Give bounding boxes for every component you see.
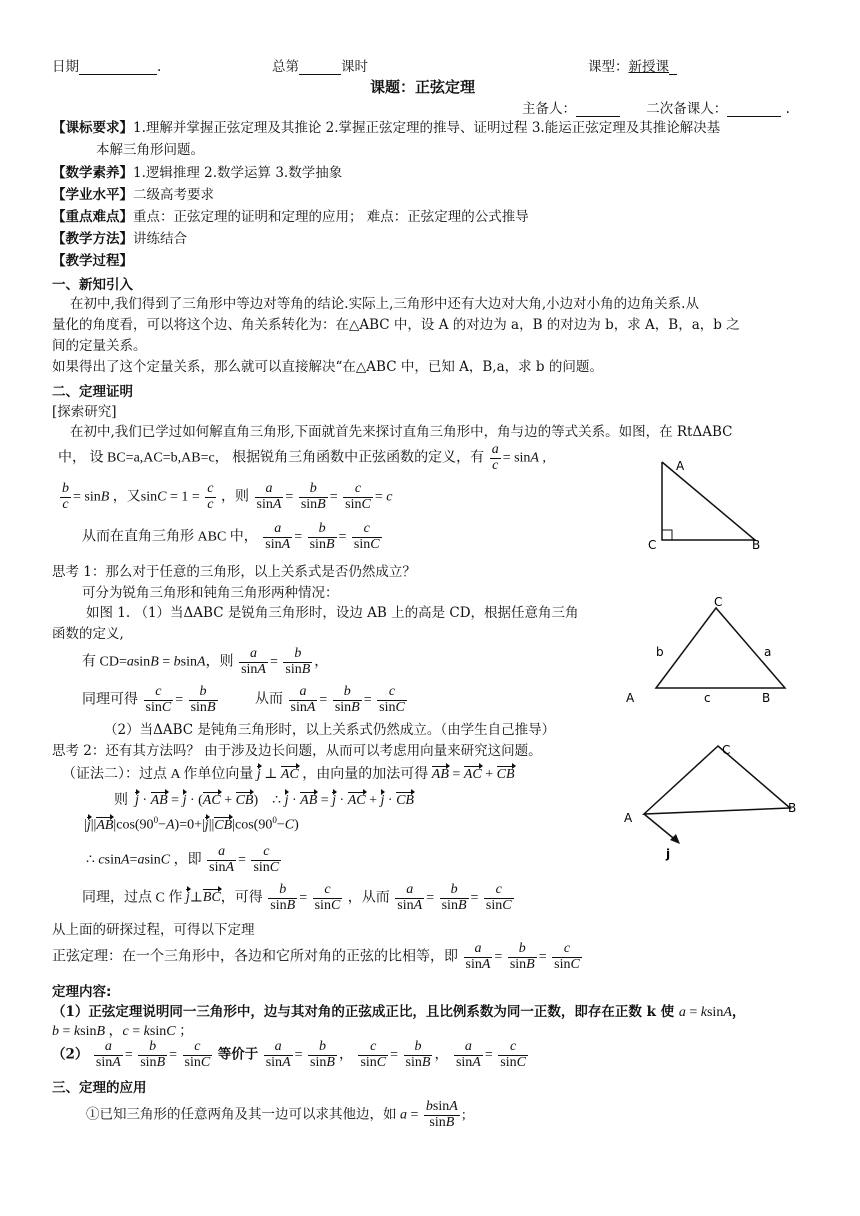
label-a: a	[764, 645, 772, 659]
date-field	[52, 55, 161, 75]
curriculum-text-2: 本解三角形问题。	[96, 142, 204, 158]
label-j: j	[666, 847, 671, 861]
academic-level: 【学业水平】二级高考要求	[52, 187, 214, 203]
date-label: 日期	[52, 59, 79, 75]
type-label: 课型：	[588, 59, 629, 75]
curriculum-text: 1.理解并掌握正弦定理及其推论 2.掌握正弦定理的推导、证明过程 3.能运正弦定理及其推论解决基	[133, 120, 721, 136]
content-item-2: （2） $\frac{a}{\sin A}$ = $\frac{b}{\sin B}$ = $\frac{c}{\sin C}$ 等价于 $\frac{a}{\sin A}$ = $\frac{b}{\sin B}$ ， $\frac{c}{\sin C}$ = $\frac{b}{\sin B}$ ， $\frac{a}{\sin A}$ = $\frac{c}{\sin C}$	[52, 1039, 526, 1070]
similar-relation: 同理可得 $\frac{c}{\sin C}$ = $\frac{b}{\sin B}$ 从而 $\frac{a}{\sin A}$ = $\frac{b}{\sin B}$ = $\frac{c}{\sin C}$	[82, 684, 405, 715]
total-label: 总第	[272, 59, 299, 75]
curriculum-requirements	[52, 117, 812, 161]
def-line: 中， 设 BC=a,AC=b,AB=c， 根据锐角三角函数中正弦函数的定义，有 $\frac{a}{c}$ = sinA ,	[58, 442, 546, 473]
label-A: A	[624, 811, 633, 825]
right-angle-mark	[662, 530, 672, 540]
content-item-1: （1）正弦定理说明同一三角形中，边与其对角的正弦成正比，且比例系数为同一正数，即存在正数 k 使 a = ksinA，	[52, 1004, 746, 1020]
vector-result: ∴ csinA=asinC ，即 $\frac{a}{\sin A}$ = $\frac{c}{\sin C}$	[86, 844, 280, 875]
teaching-method: 【教学方法】讲练结合	[52, 231, 187, 247]
second-preparer-blank[interactable]	[727, 100, 781, 117]
page-title: 课题：正弦定理	[370, 78, 476, 96]
type-value: 新授课	[628, 59, 669, 75]
math-literacy: 【数学素养】1.逻辑推理 2.数学运算 3.数学抽象	[52, 165, 343, 181]
date-dot: .	[157, 59, 162, 75]
label-A: A	[626, 691, 635, 705]
teaching-process: 【教学过程】	[52, 253, 133, 269]
content-item-1-cont: b = ksinB ，c = ksinC ；	[52, 1024, 194, 1039]
vector-proof-intro: （证法二）：过点 A 作单位向量 j ⊥ AC ，由向量的加法可得 AB = AC + CB	[62, 767, 515, 782]
label-b: b	[656, 645, 664, 659]
label-A: A	[676, 459, 685, 473]
think2: 思考 2：还有其方法吗？ 由于涉及边长问题，从而可以考虑用向量来研究这问题。	[52, 743, 542, 759]
lesson-count-field	[272, 55, 368, 75]
second-preparer-label: 二次备课人：	[646, 101, 728, 117]
figure1-intro-2: 函数的定义,	[52, 626, 124, 642]
label-B: B	[752, 538, 761, 552]
arrow-head-icon	[670, 834, 680, 844]
label-c: c	[704, 691, 711, 705]
explore-label: [探索研究]	[52, 404, 117, 420]
part1-body: 在初中,我们得到了三角形中等边对等角的结论.实际上,三角形中还有大边对大角,小边对小角的边角关系.从 量化的角度看，可以将这个边、角关系转化为：在△ABC 中，设 A 的对边为 a，B 的对边为 b，求 A，B，a，b 之 间的定量关系。 如果得出了这个定量关系，那么就可以直接解决“在△ABC 中，已知 A，B,a，求 b 的问题。	[52, 296, 740, 375]
conclusion-line: 从上面的研探过程，可得以下定理	[52, 922, 255, 938]
curriculum-label: 【课标要求】	[52, 120, 133, 136]
preparers-line: 主备人： 二次备课人： .	[522, 101, 790, 117]
theorem-statement: 正弦定理：在一个三角形中，各边和它所对角的正弦的比相等，即 $\frac{a}{\sin A}$ = $\frac{b}{\sin B}$ = $\frac{c}{\sin C}$	[52, 941, 580, 972]
lesson-type	[588, 55, 677, 75]
part3-heading: 三、定理的应用	[52, 1080, 147, 1096]
theorem-content-title: 定理内容:	[52, 984, 112, 1000]
think1: 思考 1：那么对于任意的三角形，以上关系式是否仍然成立？	[52, 564, 416, 580]
right-triangle-result: 从而在直角三角形 ABC 中， $\frac{a}{\sin A}$ = $\frac{b}{\sin B}$ = $\frac{c}{\sin C}$	[82, 521, 380, 552]
vector-magnitude-line: $|j||AB|\cos(90^0-A)=0+|j||CB|\cos(90^0-C)$	[84, 815, 299, 833]
lesson-count-blank[interactable]	[299, 58, 341, 75]
date-blank[interactable]	[79, 58, 157, 75]
vector-similar: 同理，过点 C 作 j⊥BC，可得 $\frac{b}{\sin B}$ = $\frac{c}{\sin C}$ ，从而 $\frac{a}{\sin A}$ = $\frac{b}{\sin B}$ = $\frac{c}{\sin C}$	[82, 882, 512, 913]
right-triangle-relations: $\frac{b}{c}$ = sinB ，又sinC = 1 = $\frac{c}{c}$ ，则 $\frac{a}{\sin A}$ = $\frac{b}{\sin B}$ = $\frac{c}{\sin C}$ = c	[62, 481, 393, 512]
acute-triangle-figure	[620, 594, 800, 710]
figure1-intro: 如图 1. （1）当ΔABC 是锐角三角形时，设边 AB 上的高是 CD，根据任意角三角	[86, 605, 579, 621]
part2-heading: 二、定理证明	[52, 384, 133, 400]
right-triangle-figure	[640, 452, 770, 557]
key-points: 【重点难点】重点：正弦定理的证明和定理的应用； 难点：正弦定理的公式推导	[52, 209, 529, 225]
part2-intro: 在初中,我们已学过如何解直角三角形,下面就首先来探讨直角三角形中，角与边的等式关系。如图，在 RtΔABC	[70, 424, 733, 440]
obtuse-case: （2）当ΔABC 是钝角三角形时，以上关系式仍然成立。（由学生自己推导）	[104, 722, 556, 738]
label-C: C	[722, 743, 731, 757]
part1-heading: 一、新知引入	[52, 277, 133, 293]
label-C: C	[714, 595, 723, 609]
application-1: ①已知三角形的任意两角及其一边可以求其他边，如 a = $\frac{bsinA}{\sin B}$ ;	[86, 1099, 466, 1130]
label-B: B	[788, 801, 797, 815]
cd-relation: 有 CD=asinB = bsinA，则 $\frac{a}{\sin A}$ = $\frac{b}{\sin B}$ ，	[82, 646, 329, 677]
cases: 可分为锐角三角形和钝角三角形两种情况：	[82, 585, 339, 601]
main-preparer-blank[interactable]	[576, 100, 620, 117]
obtuse-triangle-shape	[644, 746, 790, 814]
lesson-label: 课时	[341, 59, 368, 75]
obtuse-triangle-figure	[620, 738, 800, 868]
main-preparer-label: 主备人：	[522, 101, 576, 117]
right-triangle-shape	[662, 462, 755, 540]
vector-dot-line: 则 j · AB = j · (AC + CB) ∴ j · AB = j · AC + j · CB	[114, 793, 414, 808]
label-B: B	[762, 691, 771, 705]
label-C: C	[648, 538, 657, 552]
